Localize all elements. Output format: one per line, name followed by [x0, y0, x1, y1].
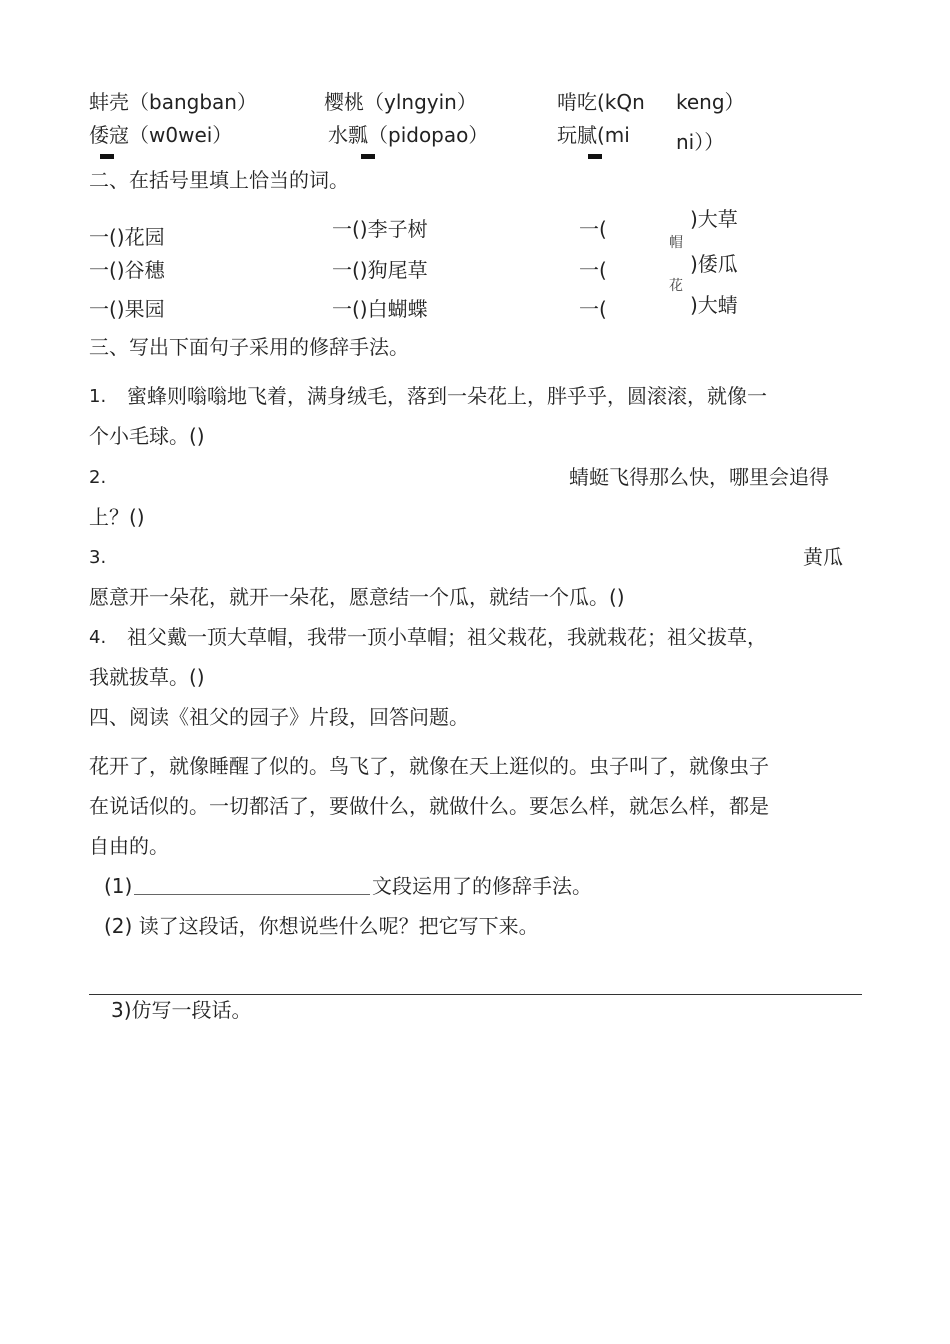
pinyin-item-6-cont: ni）） [676, 130, 725, 154]
fill-item-col1-1: 一()花园 [89, 225, 165, 249]
reading-question-1-text: 文段运用了的修辞手法。 [372, 874, 592, 898]
question-3-line-2: 愿意开一朵花，就开一朵花，愿意结一个瓜，就结一个瓜。() [89, 585, 625, 609]
question-2-line-2: 上？() [89, 505, 145, 529]
question-4-number: 4. [89, 627, 107, 648]
passage-line-3: 自由的。 [89, 834, 169, 858]
clipped-fragment-1: 帽 [669, 235, 683, 251]
reading-question-1-blank[interactable] [134, 894, 370, 895]
pinyin-item-2: 樱桃（ylngyin） [324, 90, 477, 114]
question-2-number: 2. [89, 467, 107, 488]
question-4-line-1: 祖父戴一顶大草帽，我带一顶小草帽；祖父栽花，我就栽花；祖父拔草， [127, 625, 767, 649]
question-1-line-2: 个小毛球。() [89, 424, 205, 448]
fill-item-col1-2: 一()谷穗 [89, 258, 165, 282]
section3-heading: 三、写出下面句子采用的修辞手法。 [89, 335, 409, 359]
fill-item-col2-1: 一()李子树 [332, 217, 428, 241]
reading-question-2: (2) 读了这段话，你想说些什么呢？把它写下来。 [104, 914, 539, 938]
fill-item-col3-1-prefix: 一( [579, 217, 607, 241]
tone-mark-3 [588, 154, 602, 159]
passage-line-2: 在说话似的。一切都活了，要做什么，就做什么。要怎么样，就怎么样，都是 [89, 794, 769, 818]
fill-item-col3-3-suffix: )大蜻 [690, 293, 738, 317]
clipped-fragment-2: 花 [669, 278, 683, 294]
pinyin-item-6: 玩腻(mi [557, 123, 630, 147]
section4-heading: 四、阅读《祖父的园子》片段，回答问题。 [89, 705, 469, 729]
tone-mark-1 [100, 154, 114, 159]
question-4-line-2: 我就拔草。() [89, 665, 205, 689]
tone-mark-2 [361, 154, 375, 159]
reading-question-1-label: (1) [104, 874, 133, 898]
pinyin-item-5: 水瓢（pidopao） [328, 123, 489, 147]
reading-question-3: 3)仿写一段话。 [111, 998, 252, 1022]
fill-item-col3-1-suffix: )大草 [690, 207, 738, 231]
fill-item-col2-2: 一()狗尾草 [332, 258, 428, 282]
fill-item-col1-3: 一()果园 [89, 297, 165, 321]
section2-heading: 二、在括号里填上恰当的词。 [89, 168, 349, 192]
fill-item-col2-3: 一()白蝴蝶 [332, 297, 428, 321]
fill-item-col3-2-suffix: )倭瓜 [690, 252, 738, 276]
question-3-line-1: 黄瓜 [803, 545, 843, 569]
question-1-number: 1. [89, 386, 107, 407]
question-1-line-1: 蜜蜂则嗡嗡地飞着，满身绒毛，落到一朵花上，胖乎乎，圆滚滚，就像一 [127, 384, 767, 408]
question-2-line-1: 蜻蜓飞得那么快，哪里会追得 [569, 465, 829, 489]
pinyin-item-4: 倭寇（w0wei） [89, 123, 233, 147]
pinyin-item-3: 啃吃(kQn [557, 90, 645, 114]
answer-line[interactable] [89, 994, 862, 995]
passage-line-1: 花开了，就像睡醒了似的。鸟飞了，就像在天上逛似的。虫子叫了，就像虫子 [89, 754, 769, 778]
pinyin-item-1: 蚌壳（bangban） [89, 90, 257, 114]
fill-item-col3-2-prefix: 一( [579, 258, 607, 282]
question-3-number: 3. [89, 547, 107, 568]
pinyin-item-3-cont: keng） [676, 90, 745, 114]
fill-item-col3-3-prefix: 一( [579, 297, 607, 321]
